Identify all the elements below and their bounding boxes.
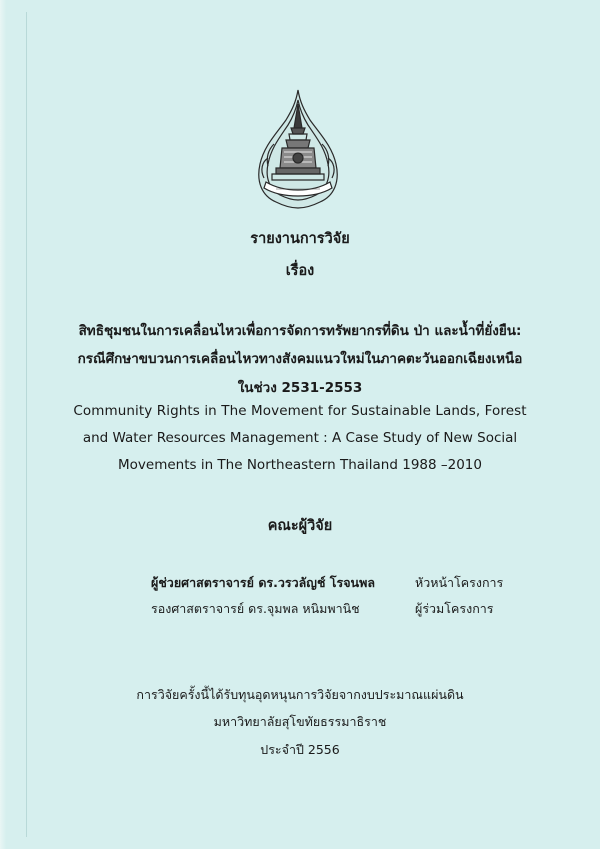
english-title-line-3: Movements in The Northeastern Thailand 1988 –2010 (118, 457, 482, 473)
researcher-role: ผู้ร่วมโครงการ (415, 601, 494, 616)
english-title-line-2: and Water Resources Management : A Case Study of New Social (82, 430, 518, 446)
report-label: รายงานการวิจัย (250, 231, 350, 247)
thai-title-line-3: ในช่วง 2531-2553 (237, 380, 363, 396)
thai-title-line-1: สิทธิชุมชนในการเคลื่อนไหวเพื่อการจัดการทรัพยากรที่ดิน ป่า และน้ำที่ยั่งยืน: (78, 323, 522, 339)
subject-label: เรื่อง (285, 263, 315, 279)
research-team-label: คณะผู้วิจัย (267, 518, 333, 534)
thai-title-line-2: กรณีศึกษาขบวนการเคลื่อนไหวทางสังคมแนวใหม่ในภาคตะวันออกเฉียงเหนือ (77, 351, 523, 367)
english-title-line-1: Community Rights in The Movement for Sustainable Lands, Forest (73, 403, 527, 419)
funding-statement: การวิจัยครั้งนี้ได้รับทุนอุดหนุนการวิจัยจากงบประมาณแผ่นดิน (136, 687, 464, 702)
university-name: มหาวิทยาลัยสุโขทัยธรรมาธิราช (213, 714, 387, 729)
researcher-name: รองศาสตราจารย์ ดร.จุมพล หนิมพานิช (151, 601, 360, 616)
university-emblem-icon (246, 88, 350, 214)
researcher-name: ผู้ช่วยศาสตราจารย์ ดร.วรวลัญช์ โรจนพล (151, 575, 375, 590)
researcher-role: หัวหน้าโครงการ (415, 575, 504, 590)
fiscal-year: ประจำปี 2556 (260, 742, 340, 757)
